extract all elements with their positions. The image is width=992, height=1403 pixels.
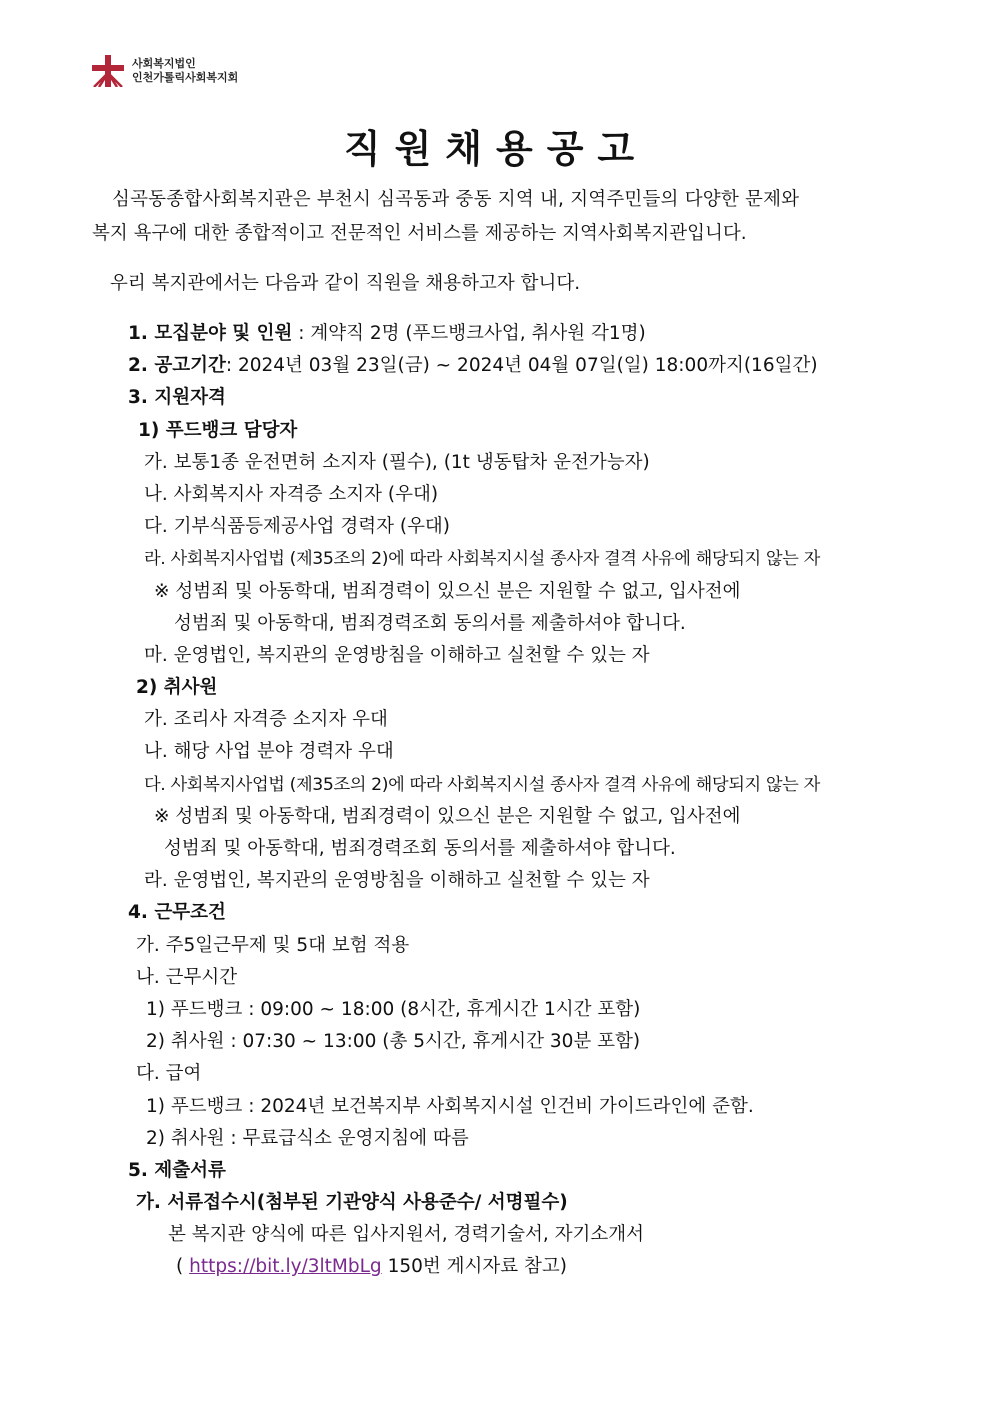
section-5-heading: 5. 제출서류 <box>128 1159 226 1181</box>
cross-logo-icon <box>92 55 124 87</box>
section-5-a-text: 본 복지관 양식에 따른 입사지원서, 경력기술서, 자기소개서 <box>168 1224 644 1246</box>
section-1-text: : 계약직 2명 (푸드뱅크사업, 취사원 각1명) <box>292 323 646 344</box>
link-prefix: ( <box>176 1256 190 1278</box>
intro-line2: 복지 욕구에 대한 종합적이고 전문적인 서비스를 제공하는 지역사회복지관입니다. <box>92 223 747 244</box>
posting-body <box>128 318 908 1284</box>
link-suffix: 150번 게시자료 참고) <box>381 1256 567 1278</box>
section-3-1-d: 라. 사회복지사업법 (제35조의 2)에 따라 사회복지시설 종사자 결격 사유에 해당되지 않는 자 <box>144 549 820 570</box>
section-4-heading: 4. 근무조건 <box>128 902 226 924</box>
section-4-a: 가. 주5일근무제 및 5대 보험 적용 <box>136 934 410 956</box>
section-4-b2: 2) 취사원 : 07:30 ~ 13:00 (총 5시간, 휴게시간 30분 포함) <box>146 1031 641 1053</box>
org-logo <box>92 55 238 87</box>
section-3-2-b: 나. 해당 사업 분야 경력자 우대 <box>144 741 394 763</box>
org-name-line1: 사회복지법인 <box>132 57 196 70</box>
section-5-a: 가. 서류접수시(첨부된 기관양식 사용준수/ 서명필수) <box>136 1192 568 1214</box>
section-3-1-b: 나. 사회복지사 자격증 소지자 (우대) <box>144 483 439 505</box>
section-1 <box>128 318 908 350</box>
section-3-1-c: 다. 기부식품등제공사업 경력자 (우대) <box>144 516 451 538</box>
section-3-2-note2: 성범죄 및 아동학대, 범죄경력조회 동의서를 제출하셔야 합니다. <box>164 838 676 859</box>
section-3-2-a: 가. 조리사 자격증 소지자 우대 <box>144 709 388 731</box>
section-3-1-note1: ※ 성범죄 및 아동학대, 범죄경력이 있으신 분은 지원할 수 없고, 입사전에 <box>154 580 741 602</box>
section-3-2-heading: 2) 취사원 <box>136 677 218 699</box>
section-3-heading: 3. 지원자격 <box>128 387 226 409</box>
section-4-c: 다. 급여 <box>136 1063 202 1085</box>
section-3-2-c: 다. 사회복지사업법 (제35조의 2)에 따라 사회복지시설 종사자 결격 사유에 해당되지 않는 자 <box>144 774 820 795</box>
section-3-1-e: 마. 운영법인, 복지관의 운영방침을 이해하고 실천할 수 있는 자 <box>144 644 650 666</box>
intro-line1: 심곡동종합사회복지관은 부천시 심곡동과 중동 지역 내, 지역주민들의 다양한 문제와 <box>112 189 800 210</box>
section-5-link-line <box>128 1251 908 1283</box>
org-name-line2: 인천가톨릭사회복지회 <box>132 71 239 84</box>
section-2-text: : 2024년 03월 23일(금) ~ 2024년 04월 07일(일) 18:00까지(16일간) <box>225 355 818 377</box>
section-4-c1: 1) 푸드뱅크 : 2024년 보건복지부 사회복지시설 인건비 가이드라인에 준함. <box>146 1095 754 1117</box>
intro-line3: 우리 복지관에서는 다음과 같이 직원을 채용하고자 합니다. <box>110 273 581 294</box>
section-3-1-heading: 1) 푸드뱅크 담당자 <box>138 419 298 441</box>
section-2 <box>128 350 908 382</box>
section-1-heading: 1. 모집분야 및 인원 <box>128 323 293 344</box>
section-4-b1: 1) 푸드뱅크 : 09:00 ~ 18:00 (8시간, 휴게시간 1시간 포함) <box>146 998 641 1020</box>
section-4-b: 나. 근무시간 <box>136 966 238 988</box>
section-3-2-note1: ※ 성범죄 및 아동학대, 범죄경력이 있으신 분은 지원할 수 없고, 입사전에 <box>154 805 741 827</box>
section-3-2-d: 라. 운영법인, 복지관의 운영방침을 이해하고 실천할 수 있는 자 <box>144 870 650 892</box>
section-3-1-note2: 성범죄 및 아동학대, 범죄경력조회 동의서를 제출하셔야 합니다. <box>174 612 686 634</box>
board-link[interactable]: https://bit.ly/3ltMbLg <box>189 1256 382 1278</box>
section-2-heading: 2. 공고기간 <box>128 355 226 377</box>
section-3-1-a: 가. 보통1종 운전면허 소지자 (필수), (1t 냉동탑차 운전가능자) <box>144 451 650 473</box>
section-4-c2: 2) 취사원 : 무료급식소 운영지침에 따름 <box>146 1127 469 1149</box>
intro-paragraph <box>92 183 902 251</box>
page-title: 직원채용공고 <box>343 126 649 171</box>
